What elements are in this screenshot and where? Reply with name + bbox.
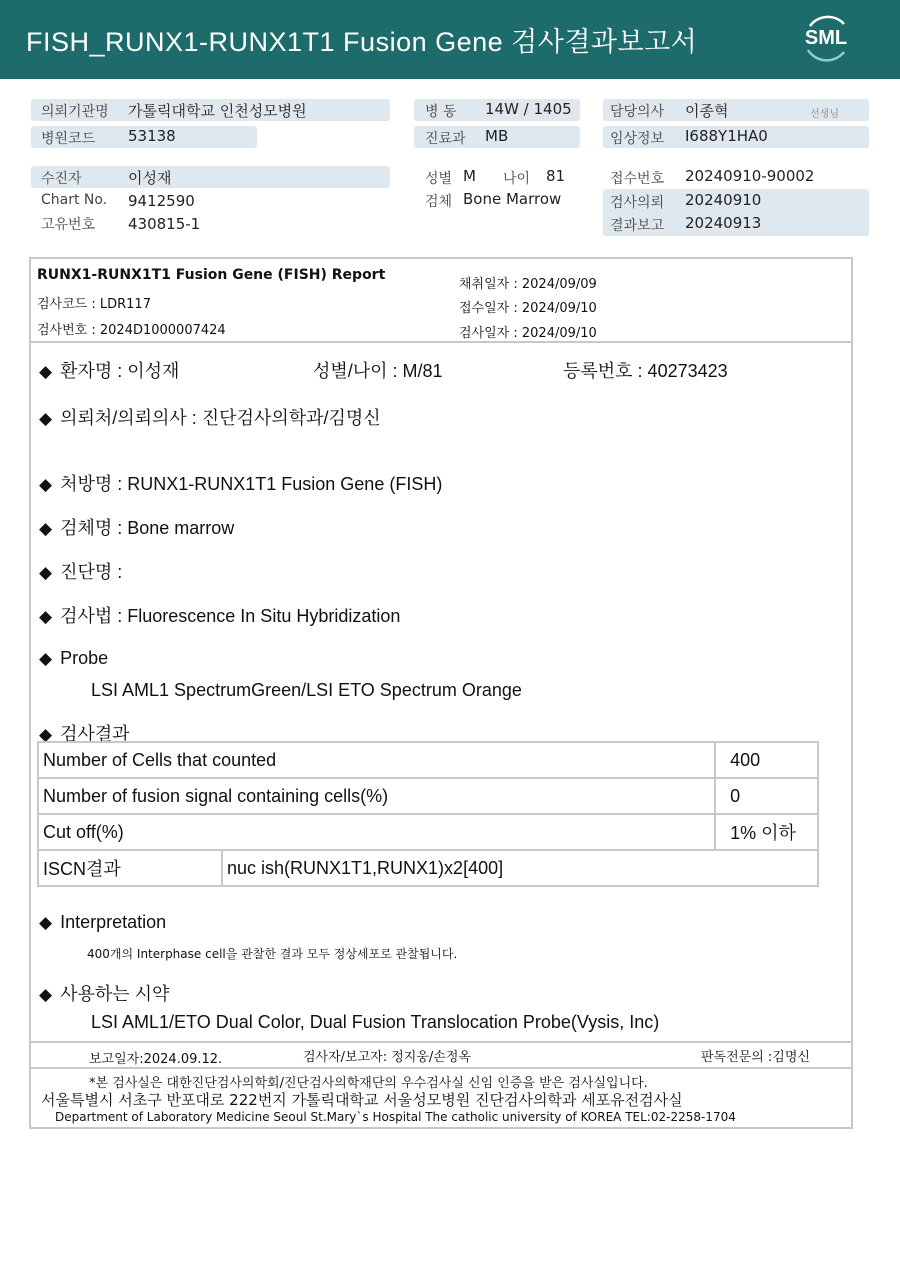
doctor-label: 담당의사 bbox=[610, 104, 665, 120]
specimen-label: 검체 bbox=[425, 194, 453, 210]
report-footer-signoff bbox=[31, 1041, 851, 1069]
patient-label: 수진자 bbox=[41, 171, 82, 187]
certification-note: *본 검사실은 대한진단검사의학회/진단검사의학재단의 우수검사실 신임 인증을 받은 검사실입니다. bbox=[89, 1076, 648, 1091]
sex-label: 성별 bbox=[425, 171, 453, 187]
org-label: 의뢰기관명 bbox=[41, 104, 109, 120]
collect-date: 채취일자 : 2024/09/09 bbox=[459, 277, 597, 292]
ward-label: 병 동 bbox=[425, 104, 457, 120]
doctor-suffix: 선생님 bbox=[810, 109, 839, 120]
diamond-icon: ◆ bbox=[39, 362, 53, 381]
age-value: 81 bbox=[546, 167, 566, 185]
diagnosis-line bbox=[39, 558, 122, 584]
test-date: 검사일자 : 2024/09/10 bbox=[459, 326, 597, 341]
patient-pill bbox=[31, 166, 390, 188]
diamond-icon: ◆ bbox=[39, 563, 53, 582]
address: 서울특별시 서초구 반포대로 222번지 가톨릭대학교 서울성모병원 진단검사의학과 세포유전검사실 bbox=[41, 1091, 683, 1109]
diamond-icon: ◆ bbox=[39, 409, 53, 428]
diagnosis: 진단명 : bbox=[60, 562, 123, 582]
sex-age: 성별/나이 : M/81 bbox=[313, 361, 443, 381]
row-value: 0 bbox=[715, 778, 818, 814]
iscn-label: ISCN결과 bbox=[38, 850, 222, 886]
clinical-value: I688Y1HA0 bbox=[685, 127, 768, 145]
method: 검사법 : Fluorescence In Situ Hybridization bbox=[60, 606, 401, 626]
diamond-icon: ◆ bbox=[39, 725, 53, 744]
patient-name: 환자명 : 이성재 bbox=[60, 361, 180, 381]
prescription-line bbox=[39, 470, 442, 496]
hospital-code-value: 53138 bbox=[128, 127, 176, 145]
specimen-name: 검체명 : Bone marrow bbox=[60, 518, 235, 538]
ward-value: 14W / 1405 bbox=[485, 100, 572, 118]
requester-line bbox=[39, 404, 381, 430]
unique-label: 고유번호 bbox=[41, 217, 96, 233]
dept-label: 진료과 bbox=[425, 131, 466, 147]
chart-value: 9412590 bbox=[128, 192, 195, 210]
reagent-head: 사용하는 시약 bbox=[60, 984, 170, 1004]
diamond-icon: ◆ bbox=[39, 607, 53, 626]
report-frame bbox=[29, 257, 853, 1129]
diamond-icon: ◆ bbox=[39, 913, 53, 932]
patient-name-line bbox=[39, 357, 179, 383]
hospital-code-label: 병원코드 bbox=[41, 131, 96, 147]
doctor-value: 이종혁 bbox=[685, 102, 729, 120]
tester: 검사자/보고자: 정지웅/손정옥 bbox=[303, 1050, 471, 1065]
specimen-line bbox=[39, 514, 234, 540]
report-title: RUNX1-RUNX1T1 Fusion Gene (FISH) Report bbox=[37, 267, 386, 283]
reagent-value: LSI AML1/ETO Dual Color, Dual Fusion Translocation Probe(Vysis, Inc) bbox=[91, 1012, 660, 1032]
report-header bbox=[31, 259, 851, 343]
result-value: 20240913 bbox=[685, 214, 762, 232]
probe-head: Probe bbox=[60, 648, 109, 668]
requester: 의뢰처/의뢰의사 : 진단검사의학과/김명신 bbox=[60, 408, 381, 428]
patient-value: 이성재 bbox=[128, 169, 172, 187]
header-banner bbox=[0, 0, 900, 79]
reader: 판독전문의 :김명신 bbox=[701, 1050, 810, 1065]
interpretation-text: 400개의 Interphase cell을 관찰한 결과 모두 정상세포로 관찰됩니다. bbox=[87, 947, 458, 961]
diamond-icon: ◆ bbox=[39, 519, 53, 538]
table-row bbox=[38, 742, 818, 778]
sml-logo bbox=[800, 12, 852, 64]
row-label: Cut off(%) bbox=[38, 814, 715, 850]
test-number: 검사번호 : 2024D1000007424 bbox=[37, 323, 226, 338]
row-value: 400 bbox=[715, 742, 818, 778]
diamond-icon: ◆ bbox=[39, 985, 53, 1004]
clinical-label: 임상정보 bbox=[610, 131, 665, 147]
result-label: 결과보고 bbox=[610, 218, 665, 234]
diamond-icon: ◆ bbox=[39, 649, 53, 668]
probe-value: LSI AML1 SpectrumGreen/LSI ETO Spectrum Orange bbox=[91, 680, 522, 700]
table-row bbox=[38, 814, 818, 850]
request-label: 검사의뢰 bbox=[610, 195, 665, 211]
dept-english: Department of Laboratory Medicine Seoul St.Mary`s Hospital The catholic university of KOREA TEL:02-2258-1704 bbox=[55, 1110, 736, 1124]
page-title: FISH_RUNX1-RUNX1T1 Fusion Gene 검사결과보고서 bbox=[26, 27, 698, 57]
chart-label: Chart No. bbox=[41, 192, 108, 208]
diamond-icon: ◆ bbox=[39, 475, 53, 494]
registration-number: 등록번호 : 40273423 bbox=[563, 361, 728, 381]
org-value: 가톨릭대학교 인천성모병원 bbox=[128, 102, 307, 120]
table-row bbox=[38, 850, 818, 886]
table-row bbox=[38, 778, 818, 814]
specimen-value: Bone Marrow bbox=[463, 190, 562, 208]
receipt-label: 접수번호 bbox=[610, 171, 665, 187]
report-date: 보고일자:2024.09.12. bbox=[89, 1052, 223, 1067]
age-label: 나이 bbox=[503, 171, 531, 187]
logo-text: SML bbox=[804, 27, 848, 49]
row-value: 1% 이하 bbox=[715, 814, 818, 850]
row-label: Number of fusion signal containing cells(%) bbox=[38, 778, 715, 814]
receipt-value: 20240910-90002 bbox=[685, 167, 815, 185]
receive-date: 접수일자 : 2024/09/10 bbox=[459, 301, 597, 316]
probe-heading bbox=[39, 648, 108, 669]
method-line bbox=[39, 602, 400, 628]
interp-head: Interpretation bbox=[60, 912, 167, 932]
dept-value: MB bbox=[485, 127, 509, 145]
result-head: 검사결과 bbox=[60, 724, 130, 744]
iscn-value: nuc ish(RUNX1T1,RUNX1)x2[400] bbox=[222, 850, 818, 886]
sex-value: M bbox=[463, 167, 476, 185]
interp-heading bbox=[39, 912, 166, 933]
reagent-heading bbox=[39, 980, 169, 1006]
row-label: Number of Cells that counted bbox=[38, 742, 715, 778]
result-table bbox=[37, 741, 819, 887]
request-value: 20240910 bbox=[685, 191, 762, 209]
unique-value: 430815-1 bbox=[128, 215, 201, 233]
prescription: 처방명 : RUNX1-RUNX1T1 Fusion Gene (FISH) bbox=[60, 474, 443, 494]
test-code: 검사코드 : LDR117 bbox=[37, 297, 151, 312]
